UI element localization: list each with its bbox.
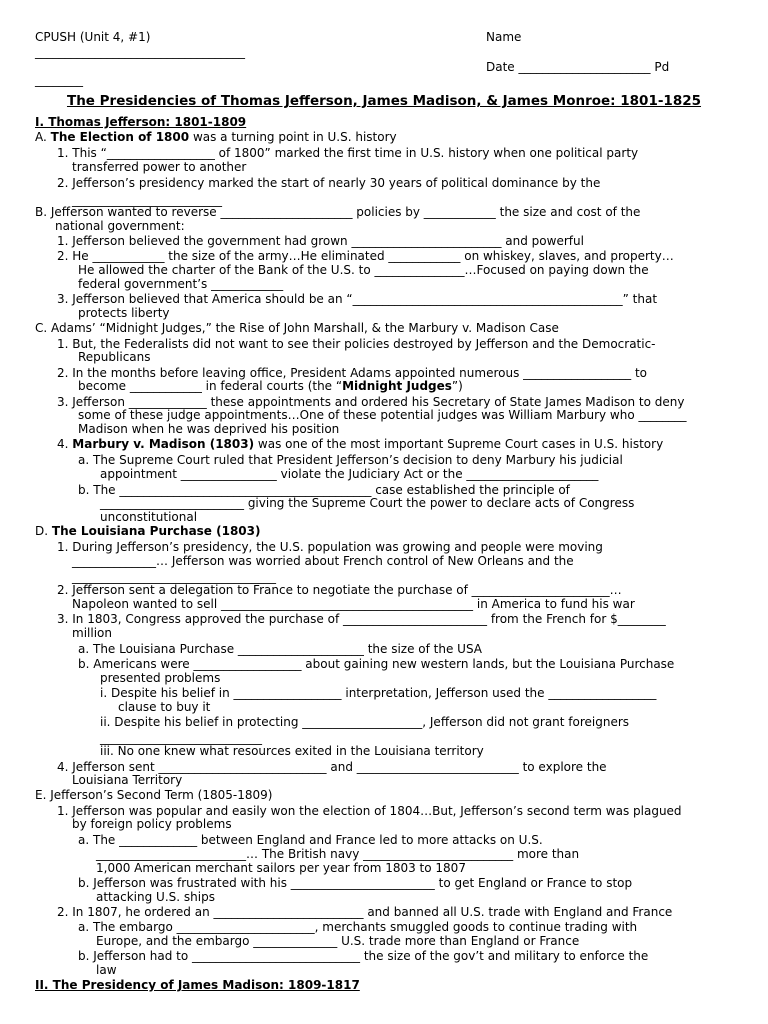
outline-line: i. Despite his belief in __________________ interpretation, Jefferson used the __________________	[100, 686, 657, 700]
outline-line: national government:	[55, 219, 185, 233]
outline-line: E. Jefferson’s Second Term (1805-1809)	[35, 788, 273, 802]
outline-line: federal government’s ____________	[78, 277, 284, 291]
outline-line: _________________________… The British navy _________________________ more than	[96, 847, 580, 861]
bold-term: The Election of 1800	[50, 130, 190, 144]
outline-line: million	[72, 626, 112, 640]
outline-line: 2. In the months before leaving office, President Adams appointed numerous __________________ to	[57, 366, 648, 380]
outline-line: a. The embargo _______________________, merchants smuggled goods to continue trading with	[78, 920, 638, 934]
outline-line: b. Jefferson was frustrated with his ________________________ to get England or France to stop	[78, 876, 633, 890]
page-title: The Presidencies of Thomas Jefferson, James Madison, & James Monroe: 1801-1825	[66, 93, 702, 109]
course-label: CPUSH (Unit 4, #1)	[35, 30, 151, 44]
outline-line: 1. During Jefferson’s presidency, the U.S. population was growing and people were moving	[57, 540, 603, 554]
outline-line: law	[96, 963, 117, 977]
outline-line: Louisiana Territory	[72, 773, 183, 787]
outline-line: 3. In 1803, Congress approved the purchase of ________________________ from the French for $________	[57, 612, 666, 626]
outline-line: transferred power to another	[72, 160, 247, 174]
outline-line: protects liberty	[78, 306, 170, 320]
period-label: Pd	[654, 60, 670, 74]
outline-marker: A.	[35, 130, 47, 144]
bold-term: The Louisiana Purchase (1803)	[51, 524, 261, 538]
outline-line: unconstitutional	[100, 510, 198, 524]
outline-line	[78, 379, 463, 393]
outline-line: 2. Jefferson’s presidency marked the start of nearly 30 years of political dominance by the	[57, 176, 601, 190]
outline-line: a. The _____________ between England and France led to more attacks on U.S.	[78, 833, 543, 847]
outline-line: 2. In 1807, he ordered an _________________________ and banned all U.S. trade with England and France	[57, 905, 673, 919]
outline-line: a. The Supreme Court ruled that President Jefferson’s decision to deny Marbury his judicial	[78, 453, 623, 467]
outline-line: 2. Jefferson sent a delegation to France to negotiate the purchase of _______________________…	[57, 583, 622, 597]
bold-term: Marbury v. Madison (1803)	[72, 437, 255, 451]
outline-line: __________________________________	[72, 570, 276, 584]
outline-item-a	[35, 130, 397, 144]
outline-item-d	[35, 524, 261, 538]
outline-line: Napoleon wanted to sell __________________________________________ in America to fund his war	[72, 597, 635, 611]
outline-line: b. Jefferson had to ____________________________ the size of the gov’t and military to enforce the	[78, 949, 649, 963]
outline-line: 3. Jefferson _____________ these appointments and ordered his Secretary of State James Madison to deny	[57, 395, 685, 409]
outline-line: ______________… Jefferson was worried about French control of New Orleans and the	[72, 554, 574, 568]
outline-line: appointment ________________ violate the Judiciary Act or the ______________________	[100, 467, 599, 481]
section-heading-jefferson: I. Thomas Jefferson: 1801-1809	[35, 115, 247, 129]
outline-line: clause to buy it	[118, 700, 211, 714]
outline-line: ___________________________	[100, 731, 262, 745]
outline-line	[57, 437, 663, 451]
outline-line: ii. Despite his belief in protecting ____________________, Jefferson did not grant foreigners	[100, 715, 630, 729]
outline-line: 1. But, the Federalists did not want to see their policies destroyed by Jefferson and the Democratic-	[57, 337, 656, 351]
outline-line: attacking U.S. ships	[96, 890, 215, 904]
course-blank: ___________________________________	[35, 45, 245, 59]
outline-line: b. The __________________________________________ case established the principle of	[78, 483, 570, 497]
outline-line: Europe, and the embargo ______________ U.S. trade more than England or France	[96, 934, 580, 948]
outline-line: presented problems	[100, 671, 221, 685]
outline-line: ________________________ giving the Supreme Court the power to declare acts of Congress	[100, 496, 635, 510]
name-label: Name	[486, 30, 522, 44]
outline-line: 3. Jefferson believed that America should be an “_____________________________________________” that	[57, 292, 658, 306]
section-heading-madison: II. The Presidency of James Madison: 1809-1817	[35, 978, 360, 992]
outline-marker: D.	[35, 524, 49, 538]
outline-line: 1. This “__________________ of 1800” marked the first time in U.S. history when one political party	[57, 146, 639, 160]
outline-marker: 4.	[57, 437, 69, 451]
outline-text: ”)	[451, 379, 463, 393]
outline-text: become ____________ in federal courts (the “	[78, 379, 343, 393]
outline-line: 1. Jefferson believed the government had grown _________________________ and powerful	[57, 234, 584, 248]
date-label: Date	[486, 60, 515, 74]
outline-line: Republicans	[78, 350, 151, 364]
outline-line: C. Adams’ “Midnight Judges,” the Rise of John Marshall, & the Marbury v. Madison Case	[35, 321, 559, 335]
outline-line: He allowed the charter of the Bank of the U.S. to _______________…Focused on paying down the	[78, 263, 649, 277]
period-blank: ________	[35, 73, 83, 87]
outline-text: was one of the most important Supreme Court cases in U.S. history	[257, 437, 664, 451]
date-field	[486, 60, 669, 74]
outline-line: _________________________	[72, 193, 222, 207]
outline-line: by foreign policy problems	[72, 817, 232, 831]
outline-line: b. Americans were __________________ about gaining new western lands, but the Louisiana Purchase	[78, 657, 675, 671]
outline-line: 1,000 American merchant sailors per year from 1803 to 1807	[96, 861, 466, 875]
outline-line: iii. No one knew what resources exited in the Louisiana territory	[100, 744, 484, 758]
outline-line: some of these judge appointments…One of these potential judges was William Marbury who ________	[78, 408, 687, 422]
bold-term: Midnight Judges	[342, 379, 452, 393]
outline-line: a. The Louisiana Purchase _____________________ the size of the USA	[78, 642, 483, 656]
outline-line: 4. Jefferson sent ____________________________ and ___________________________ to explore the	[57, 760, 607, 774]
outline-line: 1. Jefferson was popular and easily won the election of 1804…But, Jefferson’s second term was plagued	[57, 804, 682, 818]
date-blank: ______________________	[518, 60, 651, 74]
outline-line: B. Jefferson wanted to reverse ______________________ policies by ____________ the size and cost of the	[35, 205, 641, 219]
outline-text: was a turning point in U.S. history	[192, 130, 397, 144]
outline-line: Madison when he was deprived his position	[78, 422, 340, 436]
outline-line: 2. He ____________ the size of the army…He eliminated ____________ on whiskey, slaves, and property…	[57, 249, 674, 263]
